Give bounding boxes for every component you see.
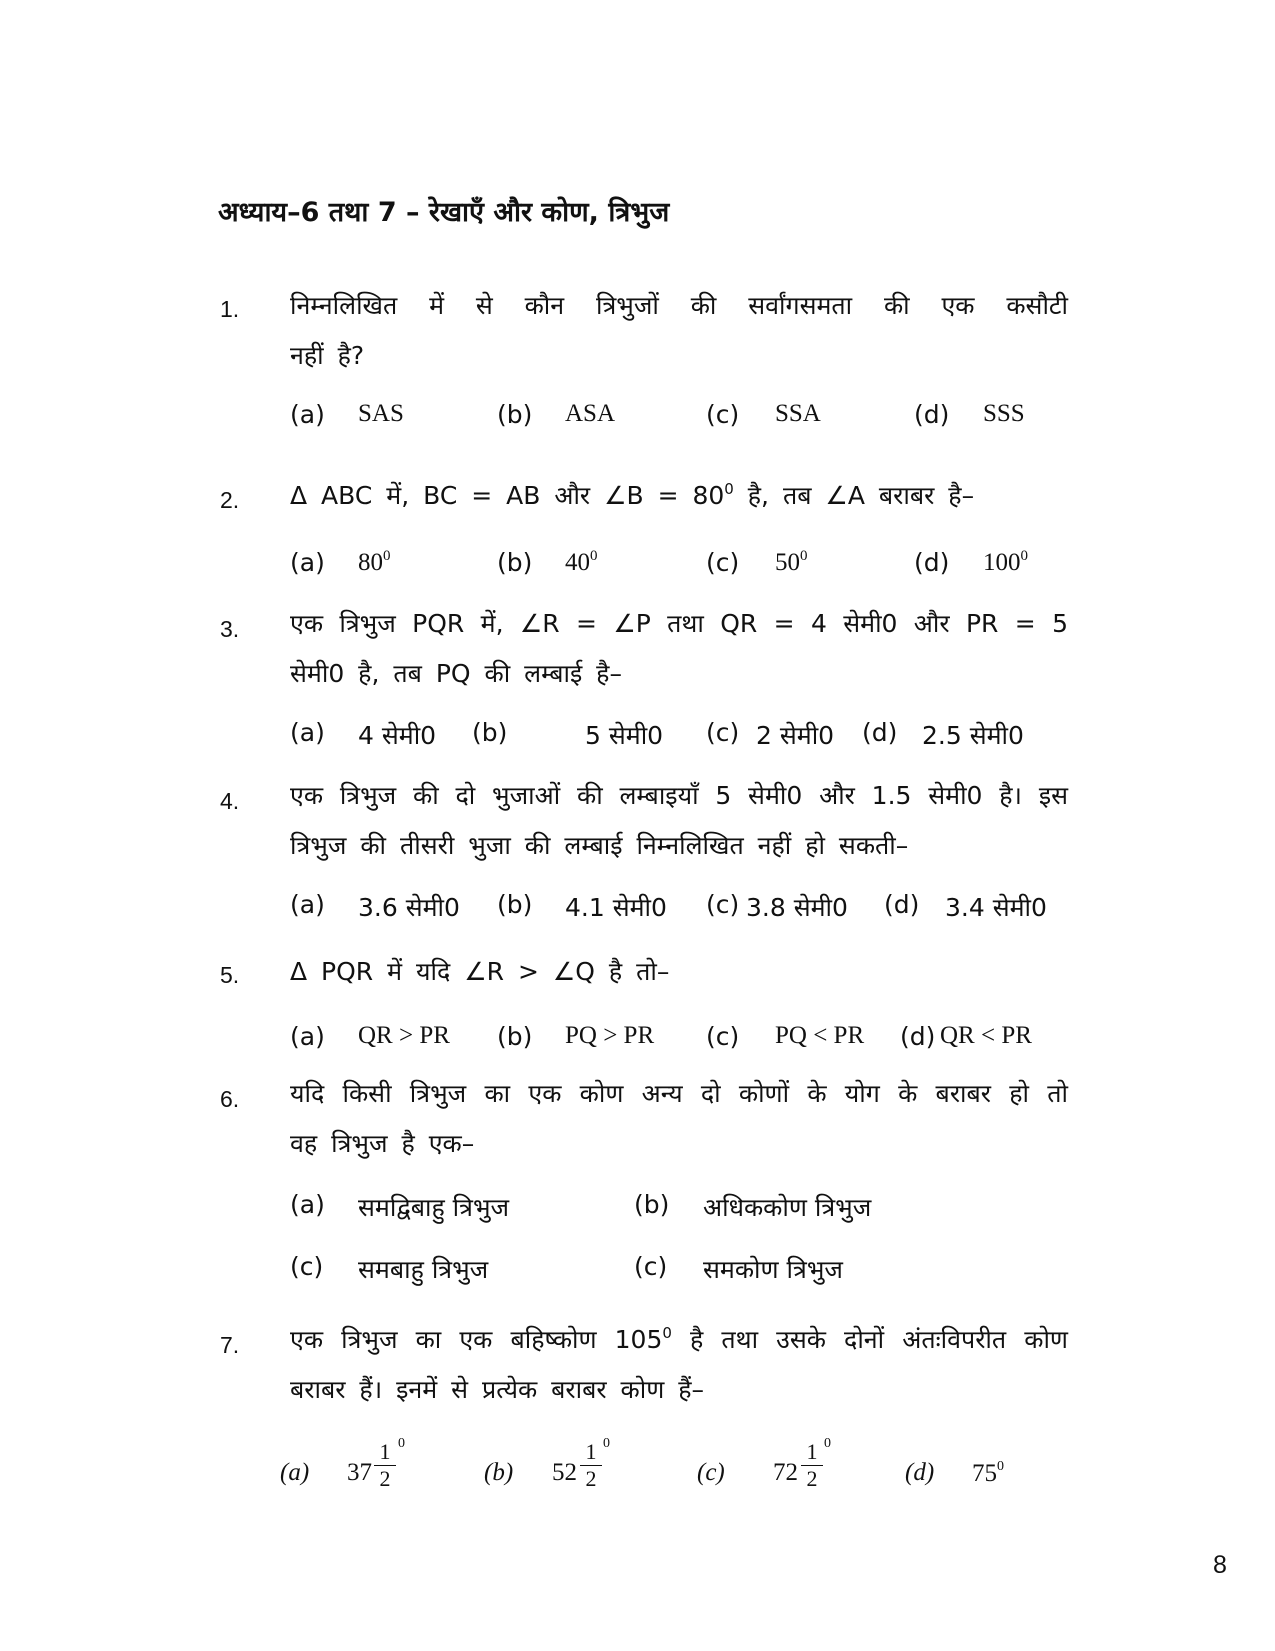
option-text: SSS <box>983 400 1025 427</box>
option-text: 5 सेमी0 <box>585 721 664 750</box>
option-text: SSA <box>775 400 821 427</box>
option-value: 100 <box>983 549 1021 576</box>
question-text: बराबर हैं। इनमें से प्रत्येक बराबर कोण हैं– <box>290 1375 705 1404</box>
question-number: 6. <box>220 1086 240 1112</box>
degree-superscript: 0 <box>724 480 734 498</box>
option-text: समकोण त्रिभुज <box>703 1255 843 1284</box>
question-text: एक त्रिभुज की दो भुजाओं की लम्बाइयाँ 5 सेमी0 और 1.5 सेमी0 है। इस <box>290 781 1068 810</box>
question-text: सेमी0 है, तब PQ की लम्बाई है– <box>290 659 622 688</box>
option-text: 4 सेमी0 <box>358 721 437 750</box>
fraction-one-half <box>580 1440 602 1491</box>
fraction-numerator: 1 <box>806 1439 818 1464</box>
option-text: समद्विबाहु त्रिभुज <box>358 1193 510 1222</box>
option-text: 4.1 सेमी0 <box>565 893 667 922</box>
option-text: PQ > PR <box>565 1022 655 1049</box>
option-label-text: (c) <box>697 1459 725 1486</box>
question-number: 1. <box>220 296 240 322</box>
question-number: 4. <box>220 788 240 814</box>
question-text-part: Δ ABC में, BC = AB और ∠B = 80 <box>290 481 725 510</box>
chapter-title: अध्याय–6 तथा 7 – रेखाएँ और कोण, त्रिभुज <box>218 197 670 228</box>
option-text <box>775 548 808 577</box>
option-text: PQ < PR <box>775 1022 865 1049</box>
option-text: 3.6 सेमी0 <box>358 893 460 922</box>
degree-superscript: 0 <box>398 1436 405 1451</box>
option-text <box>972 1459 1004 1488</box>
degree-superscript: 0 <box>383 548 391 564</box>
option-label: (b) <box>497 890 533 919</box>
option-text: QR < PR <box>940 1022 1032 1049</box>
option-text: ASA <box>565 400 616 427</box>
question-text <box>290 1322 1068 1356</box>
option-text <box>983 548 1028 577</box>
fraction-numerator: 1 <box>585 1439 597 1464</box>
option-label: (d) <box>884 890 920 919</box>
option-label: (a) <box>290 548 325 577</box>
option-text: 3.4 सेमी0 <box>945 893 1047 922</box>
degree-superscript: 0 <box>1020 548 1028 564</box>
degree-superscript: 0 <box>824 1436 831 1451</box>
option-label: (b) <box>497 548 533 577</box>
option-text: SAS <box>358 400 404 427</box>
question-text: त्रिभुज की तीसरी भुजा की लम्बाई निम्नलिखित नहीं हो सकती– <box>290 831 909 860</box>
degree-superscript: 0 <box>800 548 808 564</box>
option-label: (a) <box>290 1022 325 1051</box>
option-value: 40 <box>565 549 590 576</box>
option-label: (c) <box>290 1252 324 1281</box>
option-label-text: (a) <box>280 1459 310 1486</box>
option-text: 2 सेमी0 <box>756 721 835 750</box>
option-label: (b) <box>472 718 508 747</box>
option-label <box>280 1459 309 1487</box>
option-text: अधिककोण त्रिभुज <box>703 1193 872 1222</box>
question-text-part: है, तब ∠A बराबर है– <box>733 481 975 510</box>
option-text: 2.5 सेमी0 <box>922 721 1024 750</box>
fraction-one-half <box>374 1440 396 1491</box>
degree-superscript: 0 <box>590 548 598 564</box>
option-label <box>905 1459 934 1487</box>
question-number: 5. <box>220 962 240 988</box>
question-number: 3. <box>220 616 240 642</box>
option-label-text: (d) <box>905 1459 935 1486</box>
option-label: (a) <box>290 890 325 919</box>
question-text-part: है तथा उसके दोनों अंतःविपरीत कोण <box>671 1325 1068 1354</box>
option-label: (b) <box>634 1190 670 1219</box>
question-text: नहीं है? <box>290 341 365 370</box>
option-label: (d) <box>862 718 898 747</box>
option-text <box>565 548 598 577</box>
question-number: 7. <box>220 1332 240 1358</box>
option-label-text: (b) <box>484 1459 514 1486</box>
fraction-denominator: 2 <box>585 1466 597 1491</box>
option-label: (c) <box>706 400 740 429</box>
option-label: (c) <box>634 1252 668 1281</box>
option-text: समबाहु त्रिभुज <box>358 1255 489 1284</box>
option-label: (c) <box>706 1022 740 1051</box>
option-label: (b) <box>497 1022 533 1051</box>
question-text: एक त्रिभुज PQR में, ∠R = ∠P तथा QR = 4 सेमी0 और PR = 5 <box>290 609 1068 638</box>
degree-superscript: 0 <box>662 1324 672 1342</box>
option-label: (d) <box>900 1022 936 1051</box>
option-text: QR > PR <box>358 1022 450 1049</box>
option-label: (c) <box>706 548 740 577</box>
degree-superscript: 0 <box>603 1436 610 1451</box>
question-text: Δ PQR में यदि ∠R > ∠Q है तो– <box>290 957 670 986</box>
option-label <box>697 1459 725 1487</box>
fraction-numerator: 1 <box>379 1439 391 1464</box>
question-text <box>290 478 974 512</box>
option-label: (a) <box>290 400 325 429</box>
option-label <box>484 1459 513 1487</box>
option-value: 80 <box>358 549 383 576</box>
fraction-denominator: 2 <box>379 1466 391 1491</box>
degree-superscript: 0 <box>997 1459 1004 1474</box>
option-label: (a) <box>290 1190 325 1219</box>
option-whole: 52 <box>552 1459 577 1486</box>
option-label: (a) <box>290 718 325 747</box>
question-text-part: एक त्रिभुज का एक बहिष्कोण 105 <box>290 1325 663 1354</box>
option-whole: 37 <box>347 1459 372 1486</box>
option-label: (d) <box>914 400 950 429</box>
option-label: (b) <box>497 400 533 429</box>
option-value: 50 <box>775 549 800 576</box>
option-value: 75 <box>972 1460 997 1487</box>
fraction-denominator: 2 <box>806 1466 818 1491</box>
option-whole: 72 <box>773 1459 798 1486</box>
option-label: (c) <box>706 718 740 747</box>
page-number: 8 <box>1213 1551 1227 1579</box>
option-label: (d) <box>914 548 950 577</box>
fraction-one-half <box>801 1440 823 1491</box>
question-text: यदि किसी त्रिभुज का एक कोण अन्य दो कोणों के योग के बराबर हो तो <box>290 1079 1068 1108</box>
option-text <box>358 548 391 577</box>
question-text: वह त्रिभुज है एक– <box>290 1129 475 1158</box>
option-text: 3.8 सेमी0 <box>746 893 848 922</box>
question-text: निम्नलिखित में से कौन त्रिभुजों की सर्वांगसमता की एक कसौटी <box>290 291 1068 320</box>
option-label: (c) <box>706 890 740 919</box>
question-number: 2. <box>220 487 240 513</box>
